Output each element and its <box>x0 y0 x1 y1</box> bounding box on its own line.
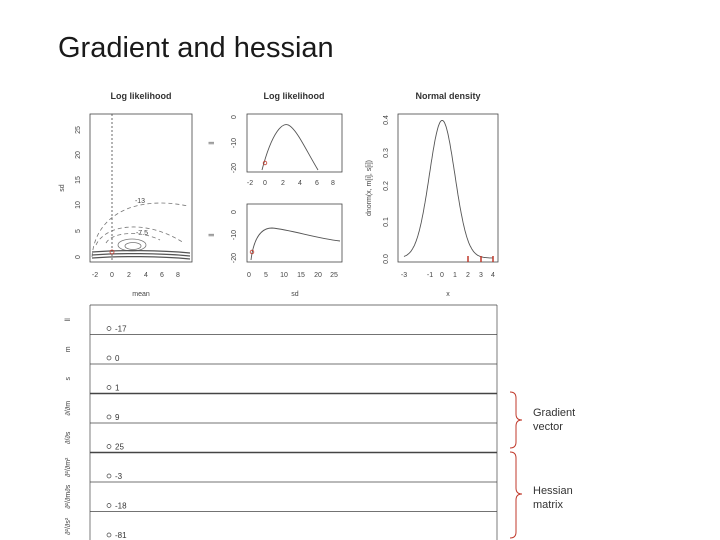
contour-line <box>106 234 160 243</box>
x-tick-label: 15 <box>297 272 305 279</box>
x-tick-label: 0 <box>263 180 267 187</box>
strip-value: -3 <box>115 472 123 481</box>
x-tick-label: 0 <box>110 272 114 279</box>
x-tick-label: 6 <box>160 272 164 279</box>
strip-value: -81 <box>115 531 127 540</box>
y-tick-label: 0.0 <box>383 254 390 264</box>
profile-curve-mean <box>262 125 318 170</box>
strip-point <box>107 415 111 419</box>
profile-top-frame <box>247 114 342 172</box>
strip-value: 9 <box>115 413 120 422</box>
hessian-label-line: Hessian <box>533 485 573 497</box>
x-tick-label: 8 <box>331 180 335 187</box>
gradient-bracket <box>510 392 522 448</box>
profile-curve-sd <box>251 228 340 260</box>
strip-point <box>107 474 111 478</box>
strip-point <box>107 356 111 360</box>
y-tick-label: -10 <box>231 137 238 149</box>
y-tick-label: 0.2 <box>383 181 390 191</box>
value-strips <box>65 305 497 540</box>
strip-point <box>107 327 111 331</box>
gradient-label-line: vector <box>533 421 563 433</box>
contour-line <box>92 257 190 259</box>
profile-title: Log likelihood <box>263 91 325 101</box>
x-tick-label: 4 <box>298 180 302 187</box>
y-tick-label: -20 <box>231 252 238 264</box>
contour-plot-frame <box>90 114 192 262</box>
strip-label: s <box>65 377 72 381</box>
contour-x-axis <box>92 272 180 279</box>
contour-x-label: mean <box>132 291 150 298</box>
x-tick-label: 2 <box>281 180 285 187</box>
hessian-label <box>533 484 573 512</box>
y-tick-label: 0 <box>231 210 238 214</box>
y-tick-label: 10 <box>75 201 82 209</box>
x-tick-label: 0 <box>440 272 444 279</box>
x-tick-label: 20 <box>314 272 322 279</box>
x-tick-label: 25 <box>330 272 338 279</box>
strip-label: ∂²/∂m∂s <box>65 484 72 509</box>
strip-point <box>107 445 111 449</box>
strip-point <box>107 504 111 508</box>
strip-label: ll <box>65 318 72 322</box>
y-tick-label: 0 <box>231 115 238 119</box>
density-curve <box>404 120 493 258</box>
profile-bottom-frame <box>247 204 342 262</box>
y-tick-label: 0.3 <box>383 148 390 158</box>
x-tick-label: 3 <box>479 272 483 279</box>
x-tick-label: -2 <box>91 272 99 279</box>
density-panel <box>366 91 498 298</box>
x-tick-label: -3 <box>400 272 408 279</box>
contour-y-axis <box>75 126 82 259</box>
profile-top-y-label: ll <box>209 141 216 145</box>
gradient-label-line: Gradient <box>533 407 576 419</box>
slide-title: Gradient and hessian <box>58 32 334 64</box>
contour-line <box>92 254 190 256</box>
strip-label: ∂²/∂s² <box>65 517 72 535</box>
y-tick-label: 20 <box>75 151 82 159</box>
contour-line <box>125 243 141 250</box>
strip-value: 1 <box>115 383 120 393</box>
strip-label: ∂²/∂m² <box>65 457 72 477</box>
hessian-bracket <box>510 452 522 538</box>
gradient-label <box>533 406 575 434</box>
strip-label: ∂/∂s <box>65 431 72 444</box>
density-x-label: x <box>446 291 450 298</box>
strip-label: m <box>65 346 72 353</box>
hessian-label-line: matrix <box>533 499 563 511</box>
x-tick-label: 2 <box>127 272 131 279</box>
strip-value: -17 <box>115 324 127 334</box>
profile-bottom-y-label: ll <box>209 233 216 237</box>
strip-value: 25 <box>115 442 124 452</box>
profile-x-label: sd <box>291 291 299 298</box>
x-tick-label: 8 <box>176 272 180 279</box>
contour-line <box>92 251 190 253</box>
x-tick-label: 1 <box>453 272 457 279</box>
profile-panel <box>209 91 342 298</box>
x-tick-label: -1 <box>426 272 434 279</box>
contour-label: -7.5 <box>135 230 149 237</box>
contour-y-label: sd <box>59 184 66 192</box>
y-tick-label: 0 <box>75 255 82 259</box>
y-tick-label: 0.4 <box>383 115 390 125</box>
x-tick-label: 10 <box>280 272 288 279</box>
y-tick-label: -10 <box>231 229 238 241</box>
x-tick-label: 4 <box>144 272 148 279</box>
y-tick-label: 25 <box>75 126 82 134</box>
strip-point <box>107 533 111 537</box>
strip-value: 0 <box>115 354 120 363</box>
strip-value: -18 <box>115 501 127 511</box>
x-tick-label: 0 <box>247 272 251 279</box>
x-tick-label: 2 <box>466 272 470 279</box>
contour-label: -13 <box>134 198 146 205</box>
density-y-label: dnorm(x, m[i], s[i]) <box>366 159 373 217</box>
x-tick-label: 4 <box>491 272 495 279</box>
x-tick-label: 5 <box>264 272 268 279</box>
y-tick-label: 15 <box>75 176 82 184</box>
strip-label: ∂/∂m <box>65 400 72 416</box>
x-tick-label: -2 <box>246 180 254 187</box>
strip-point <box>107 386 111 390</box>
density-title: Normal density <box>415 91 481 101</box>
contour-panel <box>59 91 192 298</box>
y-tick-label: 0.1 <box>383 217 390 227</box>
y-tick-label: 5 <box>75 229 82 233</box>
y-tick-label: -20 <box>231 162 238 174</box>
x-tick-label: 6 <box>315 180 319 187</box>
contour-title: Log likelihood <box>110 91 172 101</box>
